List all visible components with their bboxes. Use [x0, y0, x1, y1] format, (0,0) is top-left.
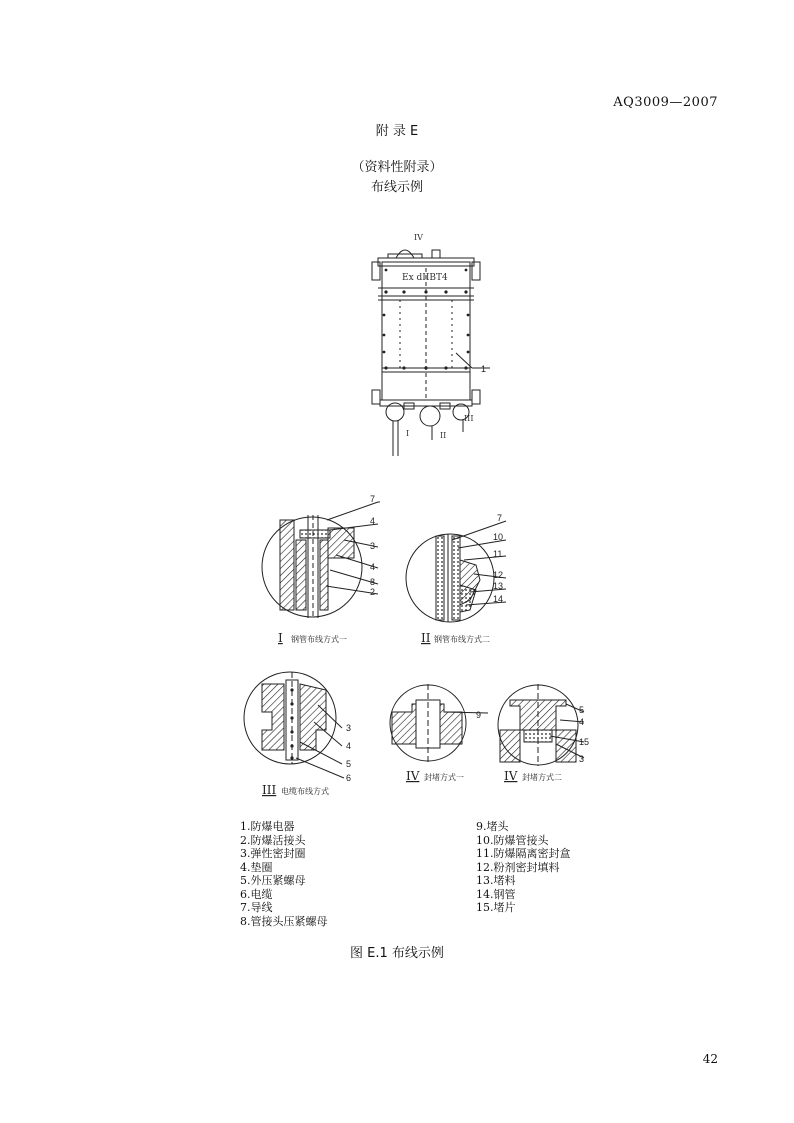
- detail-iii-callouts: [346, 723, 351, 783]
- legend-item: 6.电缆: [240, 887, 273, 901]
- d1-callout-7: 7: [370, 494, 376, 504]
- appendix-subject: 布线示例: [370, 180, 423, 195]
- ex-marking: Ex dIIBT4: [402, 273, 448, 283]
- legend-left: [240, 820, 328, 928]
- legend-item: 12.粉剂密封填料: [476, 860, 560, 874]
- detail-iv2-callouts: [579, 705, 589, 764]
- legend-item: 2.防爆活接头: [240, 833, 306, 847]
- d5-callout-5: 5: [579, 705, 585, 715]
- detail-iv-plug-2: [498, 684, 584, 766]
- d5-callout-4: 4: [579, 717, 585, 727]
- legend-right: [476, 820, 571, 915]
- d1-callout-4a: 4: [370, 516, 376, 526]
- d3-callout-5: 5: [346, 759, 352, 769]
- d3-roman: III: [262, 783, 277, 797]
- d4-roman: IV: [406, 769, 420, 783]
- legend-item: 4.垫圈: [240, 860, 273, 874]
- detail-iii-cable-wiring: [244, 672, 344, 778]
- d5-callout-15: 15: [579, 737, 590, 747]
- legend-item: 3.弹性密封圈: [240, 847, 306, 860]
- d2-callout-10: 10: [493, 532, 504, 542]
- legend-item: 11.防爆隔离密封盒: [476, 847, 571, 860]
- marker-iv: IV: [414, 233, 423, 242]
- d3-callout-4: 4: [346, 741, 352, 751]
- legend-item: 8.管接头压紧螺母: [240, 914, 328, 928]
- detail-iv-plug-1: [390, 684, 488, 762]
- page-number: 42: [702, 1052, 718, 1066]
- detail-i-callouts: [370, 494, 375, 597]
- legend-item: 9.堵头: [476, 820, 509, 833]
- legend-item: 1.防爆电器: [240, 820, 295, 833]
- callout-1: 1: [481, 364, 487, 374]
- d3-callout-6: 6: [346, 773, 352, 783]
- legend-item: 7.导线: [240, 901, 273, 914]
- d1-callout-4b: 4: [370, 562, 376, 572]
- d3-label: 电缆布线方式: [281, 787, 329, 796]
- standard-number: AQ3009—2007: [613, 95, 718, 110]
- d1-callout-8: 8: [370, 577, 376, 587]
- d4-callout-9: 9: [476, 710, 482, 720]
- d2-callout-7: 7: [497, 513, 503, 523]
- legend-item: 15.堵片: [476, 901, 516, 914]
- d2-callout-13: 13: [493, 581, 504, 591]
- d2-label: 钢管布线方式二: [434, 635, 490, 644]
- d1-callout-2: 2: [370, 587, 376, 597]
- d4-label: 封堵方式一: [424, 773, 464, 782]
- d1-label: 钢管布线方式一: [291, 635, 347, 644]
- legend-item: 13.堵料: [476, 874, 516, 887]
- d2-callout-11: 11: [493, 549, 503, 559]
- appendix-nature: （资料性附录）: [351, 160, 443, 175]
- legend-item: 14.钢管: [476, 887, 516, 901]
- figure-caption: 图 E.1 布线示例: [350, 946, 444, 961]
- d1-callout-3: 3: [370, 541, 376, 551]
- legend-item: 5.外压紧螺母: [240, 874, 306, 887]
- d1-roman: I: [278, 631, 283, 645]
- detail-ii-steel-pipe-2: [406, 521, 506, 622]
- d2-roman: II: [421, 631, 431, 645]
- d2-callout-14: 14: [493, 594, 504, 604]
- d5-label: 封堵方式二: [522, 773, 562, 782]
- legend-item: 10.防爆管接头: [476, 833, 549, 847]
- detail-ii-callouts: [493, 513, 503, 604]
- d5-roman: IV: [504, 769, 518, 783]
- marker-iii: III: [464, 414, 474, 423]
- d3-callout-3: 3: [346, 723, 352, 733]
- detail-i-steel-pipe-1: [262, 502, 380, 618]
- marker-ii: II: [440, 431, 447, 440]
- marker-i: I: [406, 429, 410, 438]
- appendix-title: 附 录 E: [375, 124, 419, 139]
- d5-callout-3: 3: [579, 754, 585, 764]
- d2-callout-12: 12: [493, 570, 504, 580]
